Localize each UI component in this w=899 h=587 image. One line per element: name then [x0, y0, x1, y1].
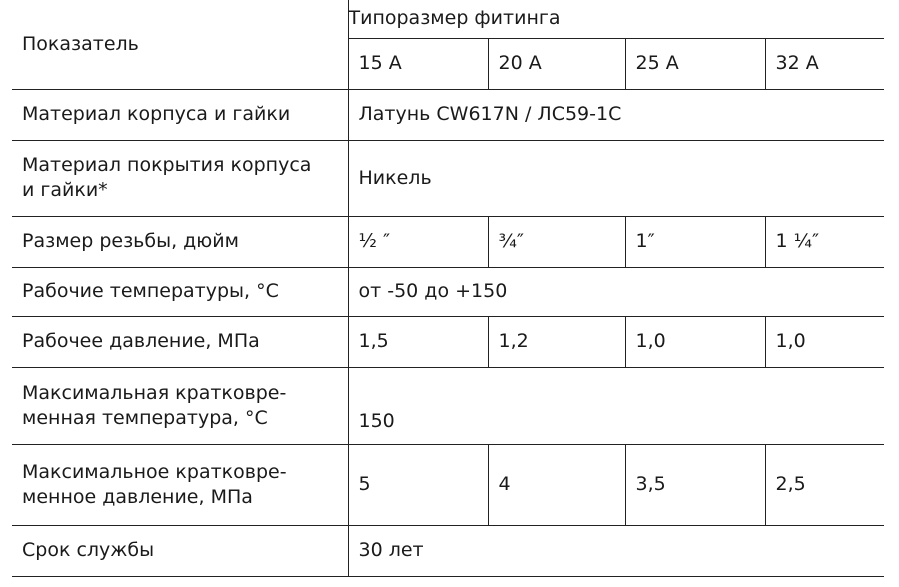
pressure-25: 1,0	[625, 316, 765, 367]
pressure-32: 1,0	[765, 316, 884, 367]
row-value: от -50 до +150	[348, 267, 884, 316]
row-label-line: менная температура, °С	[22, 406, 268, 429]
thread-20: ¾″	[488, 216, 625, 267]
row-label-line: Максимальная кратковре-	[22, 381, 287, 404]
size-header-15: 15 А	[348, 38, 488, 89]
pressure-20: 1,2	[488, 316, 625, 367]
row-label	[12, 367, 348, 444]
max-pressure-15: 5	[348, 444, 488, 525]
table-row	[12, 140, 884, 216]
row-label-line: и гайки*	[22, 179, 108, 201]
table-header-row	[12, 0, 884, 38]
row-label: Материал корпуса и гайки	[12, 89, 348, 140]
table-row	[12, 444, 884, 525]
pressure-15: 1,5	[348, 316, 488, 367]
size-header-32: 32 А	[765, 38, 884, 89]
param-column-header: Показатель	[22, 32, 139, 55]
row-label: Рабочее давление, МПа	[12, 316, 348, 367]
table-row	[12, 216, 884, 267]
row-value: Латунь CW617N / ЛС59-1С	[348, 89, 884, 140]
table-row	[12, 525, 884, 576]
row-label: Срок службы	[12, 525, 348, 576]
fitting-spec-table	[12, 0, 884, 577]
size-header-25: 25 А	[625, 38, 765, 89]
size-group-header: Типоразмер фитинга	[348, 0, 884, 38]
row-value: 150	[348, 367, 884, 444]
size-header-20: 20 А	[488, 38, 625, 89]
thread-32: 1 ¼″	[765, 216, 884, 267]
max-pressure-20: 4	[488, 444, 625, 525]
row-label	[12, 444, 348, 525]
thread-15: ½ ″	[348, 216, 488, 267]
max-pressure-32: 2,5	[765, 444, 884, 525]
row-label	[12, 140, 348, 216]
table-row	[12, 267, 884, 316]
row-value: 30 лет	[348, 525, 884, 576]
table-row	[12, 89, 884, 140]
table-row	[12, 367, 884, 444]
table-row	[12, 316, 884, 367]
row-label-line: менное давление, МПа	[22, 485, 253, 508]
row-value: Никель	[348, 140, 884, 216]
row-label-line: Материал покрытия корпуса	[22, 154, 312, 176]
row-label-line: Максимальное кратковре-	[22, 460, 287, 483]
max-pressure-25: 3,5	[625, 444, 765, 525]
thread-25: 1″	[625, 216, 765, 267]
row-label: Размер резьбы, дюйм	[12, 216, 348, 267]
row-label: Рабочие температуры, °С	[12, 267, 348, 316]
